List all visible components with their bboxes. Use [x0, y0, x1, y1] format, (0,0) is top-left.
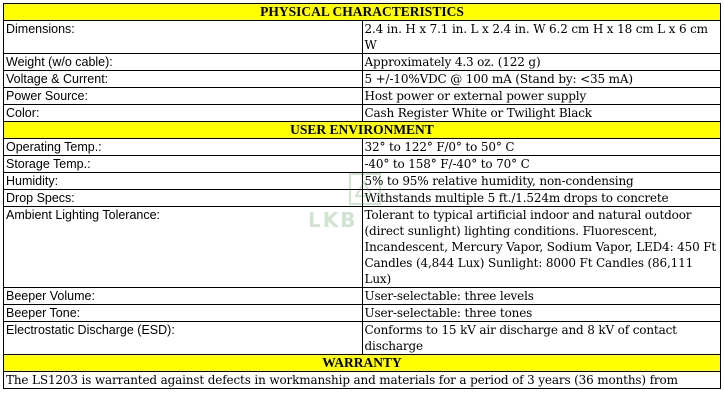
spec-row-operating-temp — [4, 139, 721, 156]
warranty-text: The LS1203 is warranted against defects in workmanship and materials for a period of 3 years (36 months) from — [4, 372, 721, 389]
spec-value: Approximately 4.3 oz. (122 g) — [362, 54, 721, 71]
spec-value: Tolerant to typical artificial indoor and natural outdoor (direct sunlight) lighting conditions. Fluorescent, Incandescent, Mercury Vapor, Sodium Vapor, LED4: 450 Ft Candles (4,844 Lux) Sunlight: 8000 Ft Candles (86,111 Lux) — [362, 207, 721, 288]
spec-label: Dimensions: — [4, 21, 363, 54]
spec-row-dimensions — [4, 21, 721, 54]
spec-label: Color: — [4, 105, 363, 122]
section-title-environment: USER ENVIRONMENT — [4, 122, 721, 139]
spec-label: Beeper Volume: — [4, 288, 363, 305]
section-header-warranty — [4, 355, 721, 372]
spec-table — [3, 3, 721, 389]
spec-row-esd — [4, 322, 721, 355]
section-header-physical — [4, 4, 721, 21]
spec-row-power-source — [4, 88, 721, 105]
spec-label: Drop Specs: — [4, 190, 363, 207]
spec-row-ambient-lighting — [4, 207, 721, 288]
warranty-row — [4, 372, 721, 389]
spec-row-drop-specs — [4, 190, 721, 207]
spec-label: Power Source: — [4, 88, 363, 105]
spec-value: Cash Register White or Twilight Black — [362, 105, 721, 122]
spec-value: Host power or external power supply — [362, 88, 721, 105]
section-header-environment — [4, 122, 721, 139]
section-title-physical: PHYSICAL CHARACTERISTICS — [4, 4, 721, 21]
spec-value: -40° to 158° F/-40° to 70° C — [362, 156, 721, 173]
spec-row-color — [4, 105, 721, 122]
spec-value: Conforms to 15 kV air discharge and 8 kV of contact discharge — [362, 322, 721, 355]
section-title-warranty: WARRANTY — [4, 355, 721, 372]
spec-row-voltage — [4, 71, 721, 88]
spec-value: 32° to 122° F/0° to 50° C — [362, 139, 721, 156]
spec-label: Ambient Lighting Tolerance: — [4, 207, 363, 288]
spec-value: 2.4 in. H x 7.1 in. L x 2.4 in. W 6.2 cm H x 18 cm L x 6 cm W — [362, 21, 721, 54]
spec-label: Weight (w/o cable): — [4, 54, 363, 71]
spec-row-humidity — [4, 173, 721, 190]
spec-label: Voltage & Current: — [4, 71, 363, 88]
spec-value: User-selectable: three levels — [362, 288, 721, 305]
spec-row-storage-temp — [4, 156, 721, 173]
spec-value: User-selectable: three tones — [362, 305, 721, 322]
spec-label: Electrostatic Discharge (ESD): — [4, 322, 363, 355]
spec-row-beeper-volume — [4, 288, 721, 305]
spec-value: 5 +/-10%VDC @ 100 mA (Stand by: <35 mA) — [362, 71, 721, 88]
spec-row-weight — [4, 54, 721, 71]
spec-row-beeper-tone — [4, 305, 721, 322]
spec-value: Withstands multiple 5 ft./1.524m drops to concrete — [362, 190, 721, 207]
spec-value: 5% to 95% relative humidity, non-condensing — [362, 173, 721, 190]
spec-label: Storage Temp.: — [4, 156, 363, 173]
spec-label: Humidity: — [4, 173, 363, 190]
spec-label: Operating Temp.: — [4, 139, 363, 156]
spec-label: Beeper Tone: — [4, 305, 363, 322]
watermark-text: LKB — [308, 208, 358, 232]
